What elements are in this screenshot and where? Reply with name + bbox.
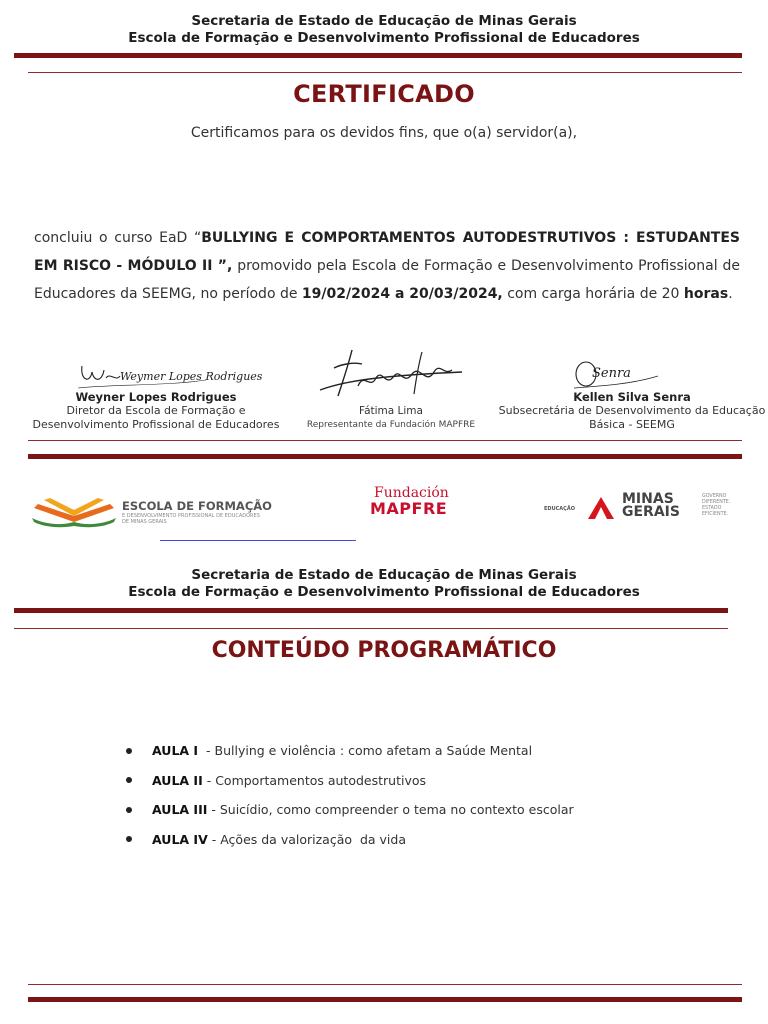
- link-underline[interactable]: [160, 540, 356, 541]
- signer-role-fatima: Representante da Fundación MAPFRE: [306, 420, 476, 430]
- signature-weyner-script: Weymer Lopes Rodrigues: [120, 370, 263, 383]
- header-thin-line: [28, 72, 742, 73]
- signature-weyner: [24, 390, 288, 432]
- signer-name-fatima: Fátima Lima: [359, 405, 423, 417]
- body-end: .: [728, 286, 733, 302]
- aula-label: AULA I: [152, 743, 199, 759]
- header-escola: Escola de Formação e Desenvolvimento Profissional de Educadores: [128, 30, 640, 46]
- body-part2: promovido pela Escola de Formação e Desenvolvimento Profissional de Educadores da SEEMG, no período de: [34, 258, 740, 302]
- programa-header-secretaria: Secretaria de Estado de Educação de Minas Gerais: [191, 567, 577, 583]
- signature-fatima-handwriting: [312, 346, 472, 404]
- signature-kellen: [496, 390, 768, 432]
- bullet-icon: [126, 748, 132, 754]
- aula-label: AULA III: [152, 802, 208, 818]
- aula-desc: - Bullying e violência : como afetam a Saúde Mental: [198, 743, 533, 759]
- body-part3: com carga horária de 20: [502, 286, 684, 302]
- minas-logo-prefix: EDUCAÇÃO: [544, 506, 575, 512]
- escola-logo-subtitle: E DESENVOLVIMENTO PROFISSIONAL DE EDUCADORES DE MINAS GERAIS: [122, 513, 260, 525]
- signer-role-kellen: Subsecretária de Desenvolvimento da Educação Básica - SEEMG: [498, 404, 766, 431]
- minas-triangle-icon: [586, 495, 616, 521]
- list-item: [126, 825, 686, 855]
- aula-label: AULA IV: [152, 831, 208, 847]
- escola-logo-title: ESCOLA DE FORMAÇÃO: [122, 499, 272, 513]
- signatures-thick-bar: [28, 454, 742, 459]
- list-item: [126, 795, 686, 825]
- bullet-icon: [126, 807, 132, 813]
- certificate-intro: Certificamos para os devidos fins, que o(a) servidor(a),: [190, 125, 578, 141]
- header-secretaria: Secretaria de Estado de Educação de Minas Gerais: [191, 13, 577, 29]
- hours-word: horas: [683, 286, 729, 302]
- signer-role-weyner: Diretor da Escola de Formação e Desenvolvimento Profissional de Educadores: [32, 404, 280, 431]
- programa-thick-bar: [14, 608, 728, 613]
- bullet-icon: [126, 836, 132, 842]
- signature-fatima: [300, 404, 482, 432]
- mapfre-logo-line2: MAPFRE: [370, 499, 448, 518]
- minas-logo-line1: MINAS: [622, 491, 674, 507]
- programa-thin-line: [14, 628, 728, 629]
- signatures-thin-line: [28, 440, 742, 441]
- minas-logo-name: [622, 493, 680, 519]
- certificate-title: CERTIFICADO: [293, 80, 475, 108]
- course-name: BULLYING E COMPORTAMENTOS AUTODESTRUTIVOS : ESTUDANTES EM RISCO - MÓDULO II ”,: [34, 230, 740, 274]
- escola-book-logo-icon: [30, 494, 118, 528]
- minas-logo-line2: GERAIS: [622, 504, 680, 520]
- signer-name-kellen: Kellen Silva Senra: [573, 390, 691, 404]
- mapfre-logo-line1: Fundación: [374, 485, 449, 501]
- minas-logo-tagline: GOVERNO DIFERENTE. ESTADO EFICIENTE.: [702, 494, 731, 517]
- list-item: [126, 766, 686, 796]
- bullet-icon: [126, 777, 132, 783]
- aula-desc: - Comportamentos autodestrutivos: [202, 772, 427, 788]
- aula-desc: - Ações da valorização da vida: [207, 831, 406, 847]
- list-item: [126, 736, 686, 766]
- header-thick-bar: [14, 53, 742, 58]
- signature-kellen-script: Senra: [592, 366, 631, 381]
- course-period: 19/02/2024 a 20/03/2024,: [301, 286, 503, 302]
- signer-name-weyner: Weyner Lopes Rodrigues: [75, 390, 237, 404]
- footer-thin-line: [28, 984, 742, 985]
- certificate-body: [34, 224, 740, 308]
- programa-header-escola: Escola de Formação e Desenvolvimento Profissional de Educadores: [128, 584, 640, 600]
- programa-title: CONTEÚDO PROGRAMÁTICO: [211, 638, 557, 663]
- aula-list: [126, 736, 686, 854]
- footer-thick-bar: [28, 997, 742, 1002]
- body-part1: concluiu o curso EaD “: [34, 230, 202, 246]
- aula-desc: - Suicídio, como compreender o tema no contexto escolar: [207, 802, 574, 818]
- aula-label: AULA II: [152, 772, 203, 788]
